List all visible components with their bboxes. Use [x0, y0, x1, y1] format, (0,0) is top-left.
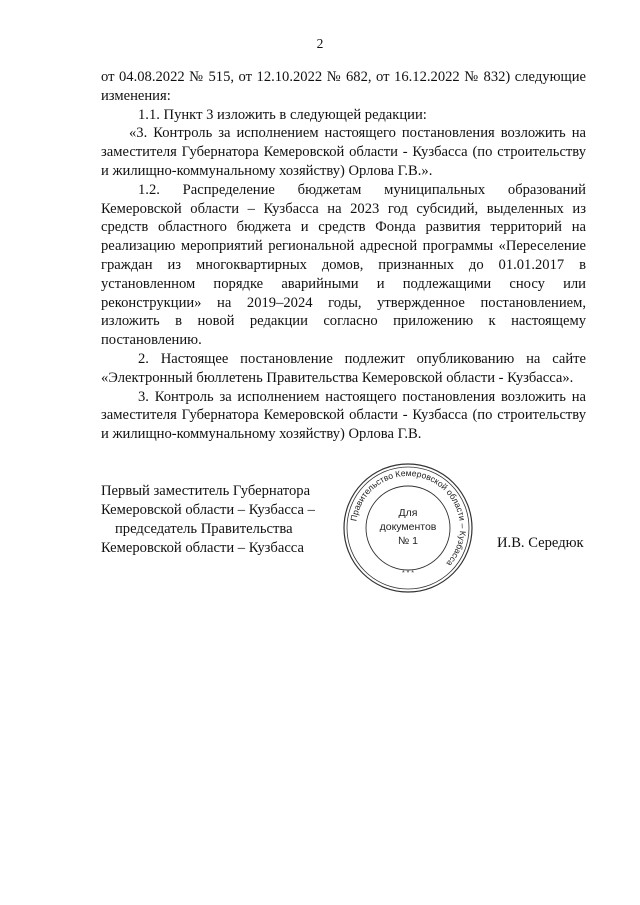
- seal-center-line-3: № 1: [397, 535, 419, 547]
- paragraph-item-2: 2. Настоящее постановление подлежит опубликованию на сайте «Электронный бюллетень Правительства Кемеровской области - Кузбасса».: [101, 350, 586, 386]
- official-seal-stamp: [340, 460, 476, 596]
- paragraph-item-3: 3. Контроль за исполнением настоящего постановления возложить на заместителя Губернатора Кемеровской области - Кузбасса (по строительству и жилищно-коммунальному хозяйству) Орлова Г.В.: [101, 388, 586, 443]
- paragraph-item-1-1: 1.1. Пункт 3 изложить в следующей редакции:: [138, 106, 427, 123]
- paragraph-item-1-2: 1.2. Распределение бюджетам муниципальных образований Кемеровской области – Кузбасса на 2023 год субсидий, выделенных из средств областного бюджета и средств Фонда развития территорий на реализацию мероприятий региональной адресной программы «Переселение граждан из многоквартирных домов, признанных до 01.01.2017 в установленном порядке аварийными и подлежащими сносу или реконструкции» на 2019–2024 годы, утвержденное постановлением, изложить в новой редакции согласно приложению к настоящему постановлению.: [101, 181, 586, 349]
- signer-title-line-3: председатель Правительства: [115, 521, 293, 537]
- signer-name: И.В. Середюк: [497, 535, 584, 551]
- seal-stars: * * *: [401, 570, 415, 577]
- signer-title-block: [101, 482, 341, 558]
- paragraph-amendments-intro: от 04.08.2022 № 515, от 12.10.2022 № 682, от 16.12.2022 № 832) следующие изменения:: [101, 69, 586, 104]
- signer-title-line-1: Первый заместитель Губернатора: [101, 483, 311, 499]
- seal-ring-text: Правительство Кемеровской области – Кузбасса: [348, 467, 469, 569]
- document-body: [101, 68, 586, 444]
- paragraph-quoted-clause-3: «3. Контроль за исполнением настоящего постановления возложить на заместителя Губернатора Кемеровской области - Кузбасса (по строительству и жилищно-коммунальному хозяйству) Орлова Г.В.».: [101, 125, 586, 179]
- signer-title-line-4: Кемеровской области – Кузбасса: [101, 540, 304, 556]
- signer-title-line-2: Кемеровской области – Кузбасса –: [101, 502, 315, 518]
- seal-center-line-1: Для: [398, 507, 418, 519]
- seal-center-line-2: документов: [379, 521, 437, 533]
- page-number: 2: [316, 36, 324, 51]
